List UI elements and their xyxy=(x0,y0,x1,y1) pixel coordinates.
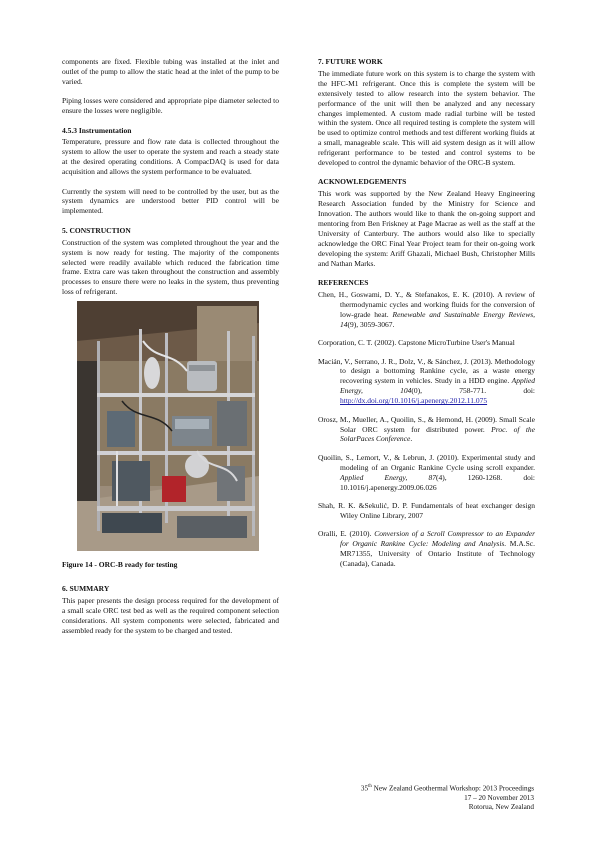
paragraph-piping-losses: Piping losses were considered and appropriate pipe diameter selected to ensure the losses were negligible. xyxy=(62,96,279,116)
reference-item: Oralli, E. (2010). Conversion of a Scroll Compressor to an Expander for Organic Rankine Cycle: Modeling and Analysis. M.A.Sc. MR71355, University of Ontario Institute of Technology (Canada), Canada. xyxy=(318,529,536,568)
doi-link[interactable]: http://dx.doi.org/10.1016/j.apenergy.2012.11.075 xyxy=(340,396,488,406)
reference-item: Quoilin, S., Lemort, V., & Lebrun, J. (2010). Experimental study and modeling of an Organic Rankine Cycle using scroll expander. Applied Energy, 87(4), 1260-1268. doi: 10.1016/j.apenergy.2009.06.026 xyxy=(318,452,535,492)
paragraph-construction: Construction of the system was completed throughout the year and the system is now ready for testing. The majority of the components selected were readily available which reduced the fabrication time frame. Extra care was taken throughout the construction and assembly processes to ensure there were no leaks in the system, thus preventing loss of refrigerant. xyxy=(62,237,279,297)
paragraph-instrumentation: Temperature, pressure and flow rate data is collected throughout the system to allow the user to operate the system and reach a steady state at the desired operating conditions. A CompacDAQ is used for data acquisition and allows the system performance to be evaluated. xyxy=(62,137,279,177)
heading-acknowledgements: ACKNOWLEDGEMENTS xyxy=(318,177,407,187)
paragraph-summary: This paper presents the design process required for the development of a small scale ORC test bed as well as the required component selection considerations. All system components were selected, fabricated and assembled ready for the system to be charged and tested. xyxy=(62,595,279,635)
footer-workshop: 35th New Zealand Geothermal Workshop: 2013 Proceedings xyxy=(360,784,534,793)
figure-caption: Figure 14 - ORC-B ready for testing xyxy=(62,560,178,570)
right-column xyxy=(318,57,535,577)
left-column xyxy=(62,57,279,645)
heading-construction: 5. CONSTRUCTION xyxy=(62,225,131,235)
paragraph-future-work: The immediate future work on this system is to charge the system with the HFC-M1 refrigerant. Once this is complete the system will be extensively tested to allow research into the system behavior. The performance of the unit will then be analyzed and any necessary changes implemented. A custom made radial turbine will be tested within the system. Once all required testing is complete the system will be used to optimize control methods and test different working fluids at a small, manageable scale. This will aid system design as it will allow refrigerant performance to be tested and control systems to be developed to control the dynamic behavior of the ORC-B system. xyxy=(318,68,535,168)
reference-item: Chen, H., Goswami, D. Y., & Stefanakos, E. K. (2010). A review of thermodynamic cycles and working fluids for the conversion of low-grade heat. Renewable and Sustainable Energy Reviews, 14(9), 3059-3067. xyxy=(318,290,535,329)
orc-b-photo xyxy=(77,301,259,551)
heading-summary: 6. SUMMARY xyxy=(62,584,110,594)
paragraph-control: Currently the system will need to be controlled by the user, but as the system dynamics are understood better PID control will be implemented. xyxy=(62,186,279,216)
reference-item: Corporation, C. T. (2002). Capstone MicroTurbine User's Manual xyxy=(318,338,515,348)
heading-future-work: 7. FUTURE WORK xyxy=(318,57,383,66)
paragraph-pump-tubing: components are fixed. Flexible tubing was installed at the inlet and outlet of the pump to allow the static head at the inlet of the pump to be varied. xyxy=(62,57,279,86)
reference-list xyxy=(318,290,535,569)
heading-instrumentation: 4.5.3 Instrumentation xyxy=(62,125,132,135)
reference-item: Orosz, M., Mueller, A., Quoilin, S., & Hemond, H. (2009). Small Scale Solar ORC system for distributed power. Proc. of the SolarPaces Conference. xyxy=(318,414,536,444)
page-footer xyxy=(361,782,534,813)
footer-dates: 17 – 20 November 2013 xyxy=(464,793,534,802)
footer-place: Rotorua, New Zealand xyxy=(468,803,534,812)
reference-item: Shah, R. K. &Sekulić, D. P. Fundamentals of heat exchanger design Wiley Online Library, 2007 xyxy=(318,500,535,520)
heading-references: REFERENCES xyxy=(318,278,369,288)
paragraph-acknowledgements: This work was supported by the New Zealand Heavy Engineering Research Association funded by the Ministry for Science and Innovation. The authors would like to thank the on-going support and mentoring from Ben Friskney at Page Macrae as well as the staff at the University of Canterbury. The authors would also like to specially acknowledge the ORC Final Year Project team for their on-going work developing the system: Ariff Ghazali, Michael Bush, Christopher Mills and Nathan Marks. xyxy=(318,189,535,268)
reference-item: Macián, V., Serrano, J. R., Dolz, V., & Sánchez, J. (2013). Methodology to design a bottoming Rankine cycle, as a waste energy recovering system in vehicles. Study in a HDD engine. Applied Energy, 104(0), 758-771. doi: http://dx.doi.org/10.1016/j.apenergy.2012.11.075 xyxy=(318,356,535,406)
